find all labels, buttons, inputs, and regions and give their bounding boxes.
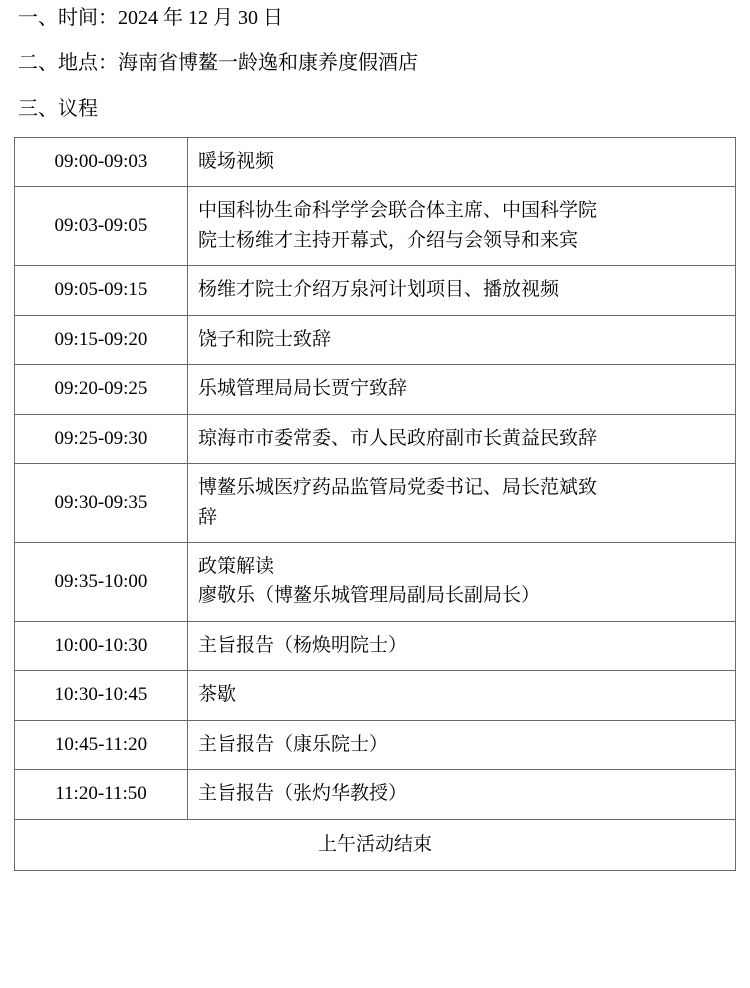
agenda-desc <box>188 414 736 463</box>
agenda-desc-line1: 杨维才院士介绍万泉河计划项目、播放视频 <box>198 279 560 301</box>
agenda-time: 09:03-09:05 <box>15 187 188 266</box>
table-row-footer <box>15 819 736 870</box>
agenda-desc <box>188 542 736 621</box>
agenda-footer-note: 上午活动结束 <box>15 819 736 870</box>
agenda-desc <box>188 365 736 414</box>
agenda-desc <box>188 671 736 720</box>
agenda-table <box>14 137 736 871</box>
meta-line-location: 二、地点：海南省博鳌一龄逸和康养度假酒店 <box>18 52 418 74</box>
agenda-desc-line1: 茶歇 <box>198 684 237 706</box>
agenda-time: 09:05-09:15 <box>15 266 188 315</box>
agenda-time: 09:00-09:03 <box>15 138 188 187</box>
agenda-desc <box>188 266 736 315</box>
table-row <box>15 414 736 463</box>
table-row <box>15 365 736 414</box>
agenda-desc-line1: 主旨报告（张灼华教授） <box>198 783 408 805</box>
agenda-time: 09:25-09:30 <box>15 414 188 463</box>
table-row <box>15 187 736 266</box>
agenda-desc <box>188 315 736 364</box>
table-row <box>15 720 736 769</box>
table-row <box>15 315 736 364</box>
agenda-time: 10:30-10:45 <box>15 671 188 720</box>
agenda-desc <box>188 464 736 543</box>
agenda-desc-line1: 主旨报告（康乐院士） <box>198 733 389 755</box>
agenda-time: 09:20-09:25 <box>15 365 188 414</box>
table-row <box>15 671 736 720</box>
agenda-desc-line2: 廖敬乐（博鳌乐城管理局副局长副局长） <box>198 585 541 607</box>
agenda-desc-line1: 暖场视频 <box>198 151 275 172</box>
agenda-desc-line1: 中国科协生命科学学会联合体主席、中国科学院 <box>198 200 598 222</box>
agenda-time: 09:30-09:35 <box>15 464 188 543</box>
agenda-time: 10:45-11:20 <box>15 720 188 769</box>
table-row <box>15 138 736 187</box>
agenda-time: 09:15-09:20 <box>15 315 188 364</box>
table-row <box>15 770 736 819</box>
meta-line-agenda-heading: 三、议程 <box>18 98 98 120</box>
agenda-table-wrapper <box>14 137 736 871</box>
agenda-desc <box>188 187 736 266</box>
meta-line-time: 一、时间：2024 年 12 月 30 日 <box>18 7 283 29</box>
agenda-desc-line1: 政策解读 <box>198 555 275 577</box>
agenda-desc-line1: 主旨报告（杨焕明院士） <box>198 634 408 656</box>
agenda-desc-line1: 乐城管理局局长贾宁致辞 <box>198 378 408 400</box>
agenda-desc-line2: 院士杨维才主持开幕式，介绍与会领导和来宾 <box>198 229 579 251</box>
table-row <box>15 621 736 670</box>
agenda-table-body <box>15 138 736 871</box>
table-row <box>15 266 736 315</box>
agenda-desc-line2: 辞 <box>198 506 218 528</box>
agenda-desc-line1: 琼海市市委常委、市人民政府副市长黄益民致辞 <box>198 427 598 449</box>
agenda-desc <box>188 720 736 769</box>
agenda-desc-line1: 饶子和院士致辞 <box>198 328 332 350</box>
agenda-desc <box>188 621 736 670</box>
table-row <box>15 542 736 621</box>
agenda-time: 11:20-11:50 <box>15 770 188 819</box>
agenda-time: 10:00-10:30 <box>15 621 188 670</box>
agenda-time: 09:35-10:00 <box>15 542 188 621</box>
agenda-desc <box>188 138 736 187</box>
agenda-desc-line1: 博鳌乐城医疗药品监管局党委书记、局长范斌致 <box>198 477 598 499</box>
table-row <box>15 464 736 543</box>
agenda-desc <box>188 770 736 819</box>
